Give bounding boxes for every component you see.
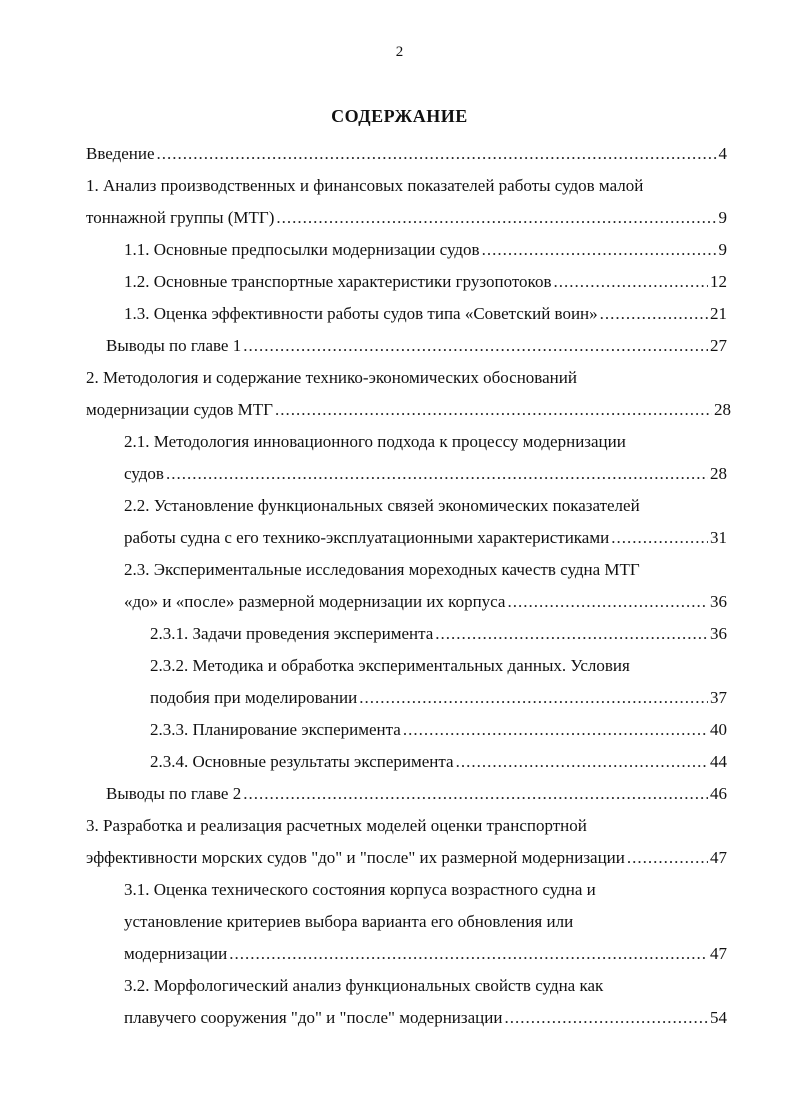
toc-page-number: 9 [718, 208, 727, 227]
toc-entry-text: подобия при моделировании [150, 688, 358, 707]
toc-entry-text: работы судна с его технико-эксплуатационными характеристиками [124, 528, 610, 547]
toc-page-number: 47 [710, 944, 727, 963]
toc-entry-text: плавучего сооружения "до" и "после" модернизации [124, 1008, 503, 1027]
toc-entry-3-2[interactable] [0, 970, 799, 1002]
toc-entry-3-1-cont-2[interactable] [0, 938, 799, 970]
toc-entry-chapter-2-cont[interactable] [0, 394, 799, 426]
toc-entry-2-2[interactable] [0, 490, 799, 522]
toc-leader-dots [504, 1002, 708, 1034]
toc-leader-dots [276, 202, 716, 234]
toc-entry-1-2[interactable] [0, 266, 799, 298]
toc-entry-text: Введение [86, 144, 155, 163]
toc-entry-text: 2. Методология и содержание технико-экономических обоснований [86, 368, 577, 387]
toc-page-number: 54 [710, 1008, 727, 1027]
toc-leader-dots [403, 714, 708, 746]
toc-entry-2-3-3[interactable] [0, 714, 799, 746]
toc-entry-text: установление критериев выбора варианта его обновления или [124, 912, 574, 931]
toc-leader-dots [275, 394, 712, 426]
toc-leader-dots [600, 298, 708, 330]
toc-entry-text: 2.3. Экспериментальные исследования мореходных качеств судна МТГ [124, 560, 640, 579]
toc-page-number: 21 [710, 304, 727, 323]
toc-leader-dots [359, 682, 708, 714]
toc-leader-dots [229, 938, 708, 970]
toc-leader-dots [435, 618, 708, 650]
toc-page-number: 31 [710, 528, 727, 547]
toc-leader-dots [166, 458, 708, 490]
toc-page-number: 40 [710, 720, 727, 739]
page-number: 2 [395, 44, 404, 60]
toc-entry-text: 3.1. Оценка технического состояния корпуса возрастного судна и [124, 880, 596, 899]
toc-page-number: 28 [714, 400, 731, 419]
toc-entry-3-2-cont[interactable] [0, 1002, 799, 1034]
toc-leader-dots [243, 330, 708, 362]
toc-entry-conclusions-2[interactable] [0, 778, 799, 810]
toc-entry-chapter-3[interactable] [0, 810, 799, 842]
toc-entry-3-1-cont[interactable] [0, 906, 799, 938]
toc-page-number: 44 [710, 752, 727, 771]
toc-page-number: 37 [710, 688, 727, 707]
toc-page-number: 12 [710, 272, 727, 291]
toc-entry-3-1[interactable] [0, 874, 799, 906]
toc-leader-dots [611, 522, 708, 554]
toc-leader-dots [243, 778, 708, 810]
toc-entry-text: 2.3.1. Задачи проведения эксперимента [150, 624, 434, 643]
toc-entry-2-2-cont[interactable] [0, 522, 799, 554]
toc-entry-2-3-1[interactable] [0, 618, 799, 650]
toc-page-number: 36 [710, 592, 727, 611]
toc-title: СОДЕРЖАНИЕ [331, 106, 468, 126]
toc-entry-text: 2.1. Методология инновационного подхода к процессу модернизации [124, 432, 626, 451]
toc-leader-dots [507, 586, 708, 618]
toc-entry-chapter-1-cont[interactable] [0, 202, 799, 234]
toc-entry-2-3-4[interactable] [0, 746, 799, 778]
toc-entry-2-3-2-cont[interactable] [0, 682, 799, 714]
toc-leader-dots [456, 746, 708, 778]
toc-entry-text: 2.3.2. Методика и обработка экспериментальных данных. Условия [150, 656, 630, 675]
toc-entry-1-1[interactable] [0, 234, 799, 266]
toc-entry-text: 2.2. Установление функциональных связей экономических показателей [124, 496, 640, 515]
toc-entry-text: 3.2. Морфологический анализ функциональных свойств судна как [124, 976, 604, 995]
toc-page-number: 47 [710, 848, 727, 867]
toc-page-number: 4 [718, 144, 727, 163]
toc-entry-2-1-cont[interactable] [0, 458, 799, 490]
toc-leader-dots [627, 842, 708, 874]
toc-page-number: 9 [718, 240, 727, 259]
toc-page-number: 36 [710, 624, 727, 643]
toc-entry-text: 1.3. Оценка эффективности работы судов типа «Советский воин» [124, 304, 598, 323]
toc-entry-text: 1.2. Основные транспортные характеристики грузопотоков [124, 272, 552, 291]
toc-entry-text: Выводы по главе 2 [106, 784, 242, 803]
toc-leader-dots [157, 138, 717, 170]
toc-entry-conclusions-1[interactable] [0, 330, 799, 362]
toc-entry-text: 2.3.4. Основные результаты эксперимента [150, 752, 454, 771]
toc-entry-text: тоннажной группы (МТГ) [86, 208, 275, 227]
toc-entry-text: «до» и «после» размерной модернизации их корпуса [124, 592, 506, 611]
toc-page-number: 46 [710, 784, 727, 803]
toc-entry-chapter-3-cont[interactable] [0, 842, 799, 874]
toc-entry-text: эффективности морских судов "до" и "после" их размерной модернизации [86, 848, 625, 867]
toc-entry-text: 3. Разработка и реализация расчетных моделей оценки транспортной [86, 816, 587, 835]
toc-page-number: 28 [710, 464, 727, 483]
toc-entry-chapter-1[interactable] [0, 170, 799, 202]
toc-entry-text: судов [124, 464, 164, 483]
toc-page-number: 27 [710, 336, 727, 355]
toc-entry-2-3-2[interactable] [0, 650, 799, 682]
toc-entry-text: модернизации судов МТГ [86, 400, 273, 419]
toc-entry-1-3[interactable] [0, 298, 799, 330]
toc-entry-2-3[interactable] [0, 554, 799, 586]
toc-leader-dots [482, 234, 717, 266]
toc-entry-text: 1.1. Основные предпосылки модернизации судов [124, 240, 480, 259]
toc-entry-chapter-2[interactable] [0, 362, 799, 394]
toc-entry-text: 1. Анализ производственных и финансовых показателей работы судов малой [86, 176, 644, 195]
table-of-contents [0, 138, 799, 1034]
toc-entry-text: модернизации [124, 944, 228, 963]
toc-entry-intro[interactable] [0, 138, 799, 170]
toc-entry-text: Выводы по главе 1 [106, 336, 242, 355]
toc-entry-2-1[interactable] [0, 426, 799, 458]
toc-entry-text: 2.3.3. Планирование эксперимента [150, 720, 401, 739]
toc-leader-dots [553, 266, 708, 298]
toc-entry-2-3-cont[interactable] [0, 586, 799, 618]
